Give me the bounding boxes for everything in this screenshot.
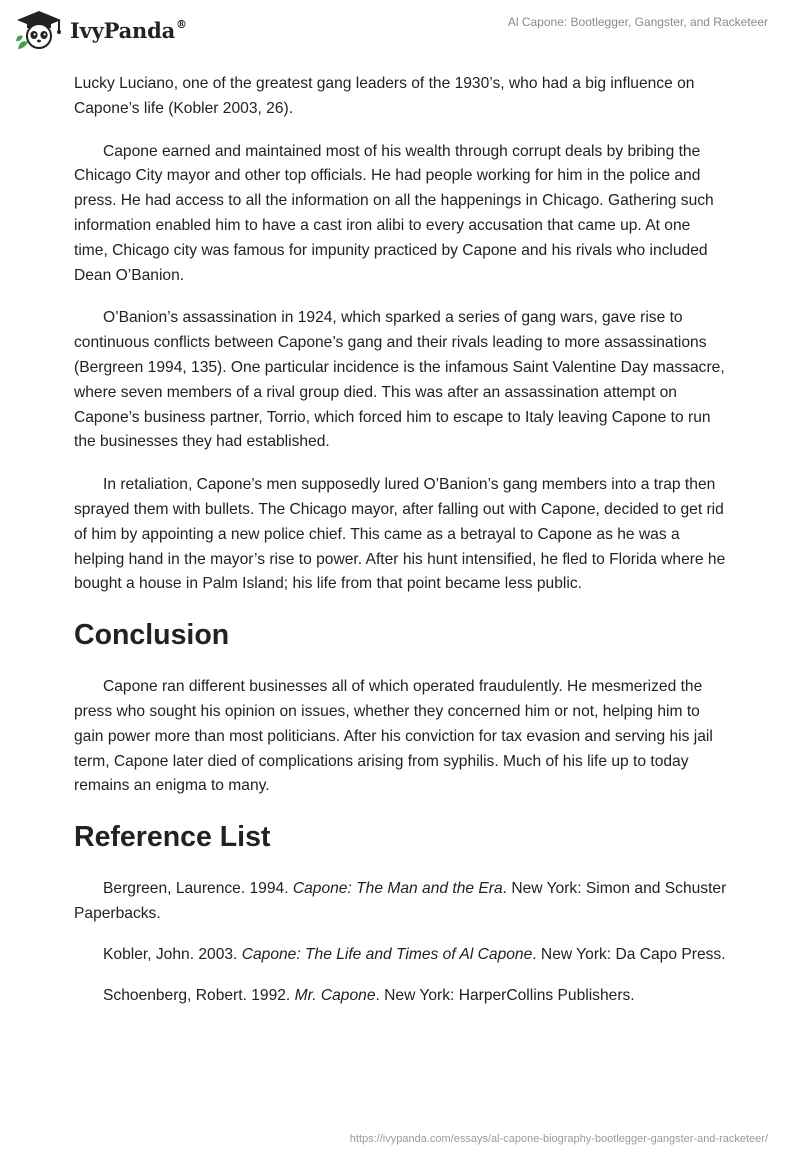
ivypanda-logo[interactable] bbox=[14, 9, 187, 51]
essay-body bbox=[74, 72, 728, 1024]
document-title: Al Capone: Bootlegger, Gangster, and Racketeer bbox=[507, 15, 768, 29]
source-url-link[interactable]: https://ivypanda.com/essays/al-capone-biography-bootlegger-gangster-and-racketeer/ bbox=[349, 1133, 768, 1145]
reference-list-heading: Reference List bbox=[74, 821, 271, 854]
reference-list bbox=[74, 877, 728, 1008]
conclusion-paragraph: Capone ran different businesses all of which operated fraudulently. He mesmerized the press who sought his opinion on issues, whether they concerned him or not, helping him to gain power more than most politicians. After his conviction for tax evasion and serving his jail term, Capone later died of complications arising from syphilis. Much of his life up to today remains an enigma to many. bbox=[74, 678, 713, 795]
paragraph-continued: Lucky Luciano, one of the greatest gang leaders of the 1930’s, who had a big influence on Capone’s life (Kobler 2003, 26). bbox=[74, 75, 695, 117]
brand-name: IvyPanda® bbox=[70, 17, 187, 43]
paragraph-gang-wars: O’Banion’s assassination in 1924, which sparked a series of gang wars, gave rise to continuous conflicts between Capone’s gang and their rivals leading to more assassinations (Bergreen 1994, 135). One particular incidence is the infamous Saint Valentine Day massacre, where seven members of a rival group died. This was after an assassination attempt on Capone’s business partner, Torrio, which forced him to escape to Italy leaving Capone to run the businesses they had established. bbox=[74, 309, 725, 451]
paragraph-corruption: Capone earned and maintained most of his wealth through corrupt deals by bribing the Chicago City mayor and other top officials. He had people working for him in the police and press. He had access to all the information on all the happenings in Chicago. Gathering such information enabled him to have a cast iron alibi to every accusation that came up. At one time, Chicago city was famous for impunity practiced by Capone and his rivals who included Dean O’Banion. bbox=[74, 142, 714, 284]
panda-graduate-icon bbox=[14, 9, 64, 51]
page-header bbox=[0, 0, 800, 60]
conclusion-heading: Conclusion bbox=[74, 619, 230, 652]
reference-item: Kobler, John. 2003. Capone: The Life and Times of Al Capone. New York: Da Capo Press. bbox=[103, 945, 726, 963]
reference-item: Bergreen, Laurence. 1994. Capone: The Man and the Era. New York: Simon and Schuster Paperbacks. bbox=[74, 880, 727, 922]
paragraph-retaliation: In retaliation, Capone’s men supposedly lured O’Banion’s gang members into a trap then sprayed them with bullets. The Chicago mayor, after falling out with Capone, decided to get rid of him by appointing a new police chief. This came as a betrayal to Capone as he was a helping hand in the mayor’s rise to power. After his hunt intensified, he fled to Florida where he bought a house in Palm Island; his life from that point became less public. bbox=[74, 476, 726, 593]
reference-item: Schoenberg, Robert. 1992. Mr. Capone. New York: HarperCollins Publishers. bbox=[103, 986, 635, 1004]
